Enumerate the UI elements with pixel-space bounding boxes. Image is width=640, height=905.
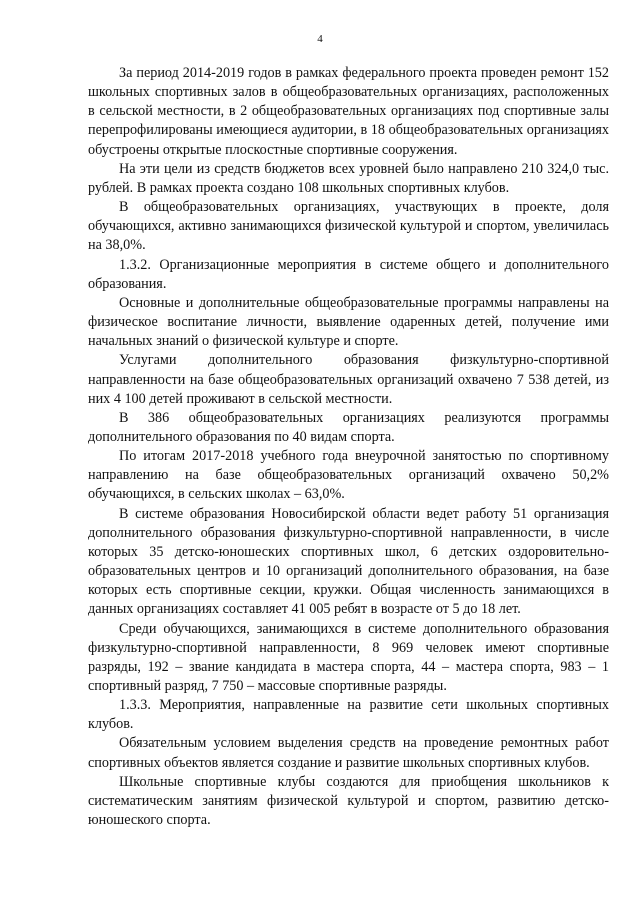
document-body <box>88 64 609 830</box>
paragraph-funding: На эти цели из средств бюджетов всех уровней было направлено 210 324,0 тыс. рублей. В рамках проекта создано 108 школьных спортивных клубов. <box>88 160 609 196</box>
paragraph-programs: Основные и дополнительные общеобразовательные программы направлены на физическое воспитание личности, выявление одаренных детей, получение ими начальных знаний о физической культуре и спорте. <box>88 294 609 350</box>
section-heading-1-3-3: 1.3.3. Мероприятия, направленные на развитие сети школьных спортивных клубов. <box>88 697 609 733</box>
page-number: 4 <box>317 33 323 45</box>
paragraph-organizations: В системе образования Новосибирской области ведет работу 51 организация дополнительного образования физкультурно-спортивной направленности, в числе которых 35 детско-юношеских спортивных школ, 6 детских оздоровительно-образовательных центров и 10 организаций дополнительного образования, на базе которых есть спортивные секции, кружки. Общая численность занимающихся в данных организациях составляет 41 005 ребят в возрасте от 5 до 18 лет. <box>88 505 609 618</box>
paragraph-sport-kinds: В 386 общеобразовательных организациях реализуются программы дополнительного образования по 40 видам спорта. <box>88 409 609 445</box>
paragraph-repair-results: За период 2014-2019 годов в рамках федерального проекта проведен ремонт 152 школьных спортивных залов в общеобразовательных организациях, расположенных в сельской местности, в 2 общеобразовательных организациях под спортивные залы перепрофилированы имеющиеся аудитории, в 18 общеобразовательных организациях обустроены открытые плоскостные спортивные сооружения. <box>88 65 609 158</box>
section-heading-1-3-2: 1.3.2. Организационные мероприятия в системе общего и дополнительного образования. <box>88 256 609 292</box>
paragraph-funding-condition: Обязательным условием выделения средств на проведение ремонтных работ спортивных объектов является создание и развитие школьных спортивных клубов. <box>88 735 609 771</box>
paragraph-extracurricular: По итогам 2017-2018 учебного года внеурочной занятостью по спортивному направлению на базе общеобразовательных организаций охвачено 50,2% обучающихся, в сельских школах – 63,0%. <box>88 448 609 503</box>
paragraph-share-increase: В общеобразовательных организациях, участвующих в проекте, доля обучающихся, активно занимающихся физической культурой и спортом, увеличилась на 38,0%. <box>88 199 609 254</box>
paragraph-sport-ranks: Среди обучающихся, занимающихся в системе дополнительного образования физкультурно-спортивной направленности, 8 969 человек имеют спортивные разряды, 192 – звание кандидата в мастера спорта, 44 – мастера спорта, 983 – 1 спортивный разряд, 7 750 – массовые спортивные разряды. <box>88 620 609 694</box>
paragraph-additional-education: Услугами дополнительного образования физкультурно-спортивной направленности на базе общеобразовательных организаций охвачено 7 538 детей, из них 4 100 детей проживают в сельской местности. <box>88 352 609 407</box>
paragraph-school-clubs: Школьные спортивные клубы создаются для приобщения школьников к систематическим занятиям физической культурой и спортом, развитию детско-юношеского спорта. <box>88 773 609 829</box>
